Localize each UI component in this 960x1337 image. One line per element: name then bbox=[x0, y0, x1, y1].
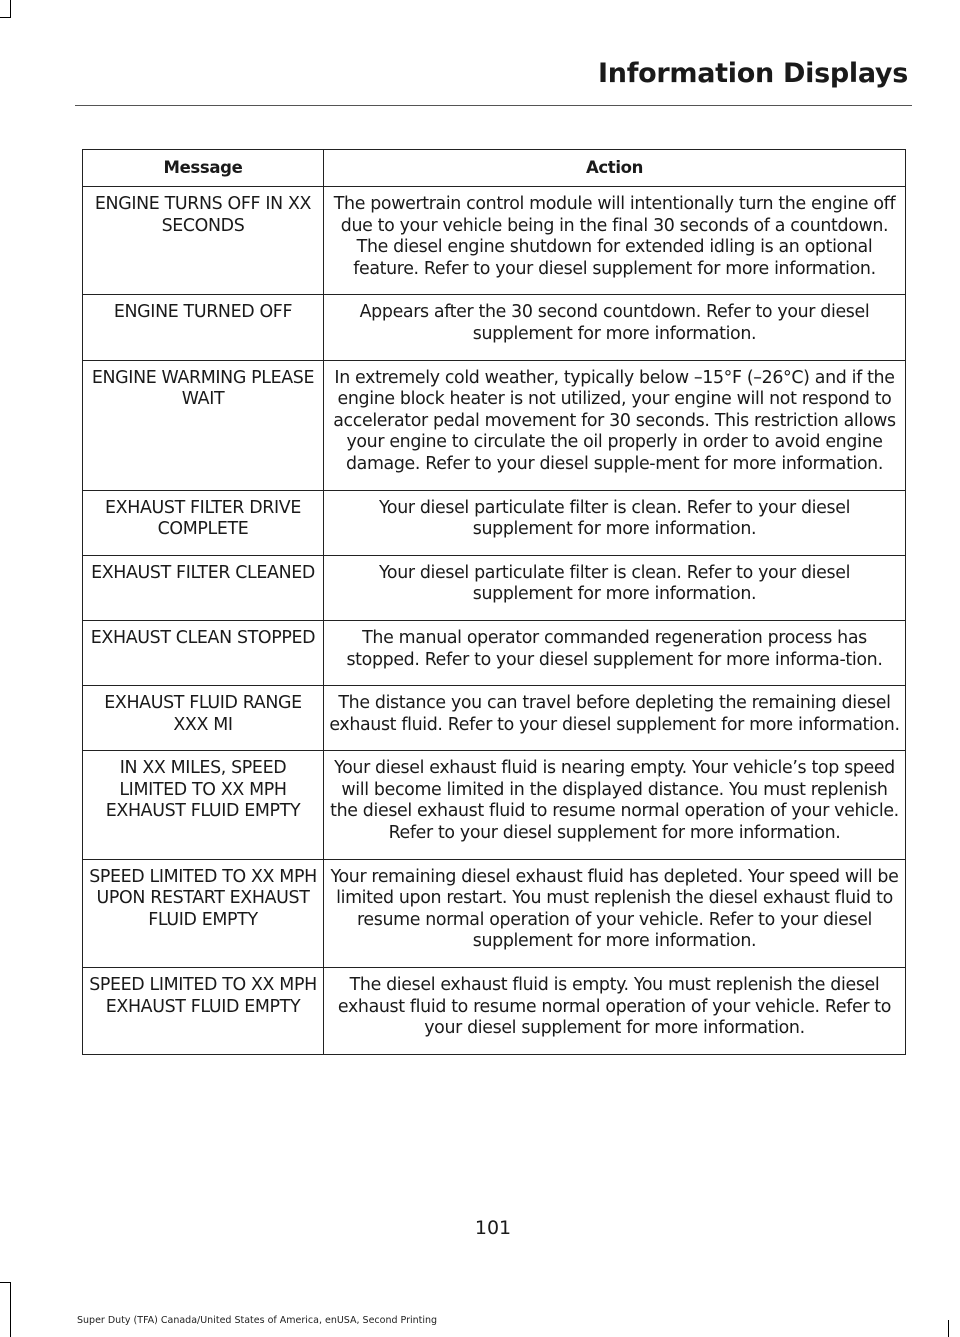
message-cell: ENGINE TURNS OFF IN XX SECONDS bbox=[83, 187, 324, 295]
page-number: 101 bbox=[474, 1217, 512, 1239]
message-cell: SPEED LIMITED TO XX MPH UPON RESTART EXHAUST FLUID EMPTY bbox=[83, 859, 324, 967]
column-header-message: Message bbox=[83, 150, 324, 187]
action-cell: The distance you can travel before depleting the remaining diesel exhaust fluid. Refer to your diesel supplement for more information. bbox=[324, 686, 906, 751]
table-row bbox=[83, 968, 906, 1055]
table-row bbox=[83, 555, 906, 620]
action-cell: Your diesel particulate filter is clean. Refer to your diesel supplement for more information. bbox=[324, 555, 906, 620]
table-row bbox=[83, 295, 906, 360]
table-row bbox=[83, 859, 906, 967]
action-cell: In extremely cold weather, typically below –15°F (–26°C) and if the engine block heater is not utilized, your engine will not respond to accelerator pedal movement for 30 seconds. This restriction allows your engine to circulate the oil properly in order to avoid engine damage. Refer to your diesel supple-ment for more information. bbox=[324, 360, 906, 490]
column-header-action: Action bbox=[324, 150, 906, 187]
table-row bbox=[83, 360, 906, 490]
action-cell: Your diesel particulate filter is clean. Refer to your diesel supplement for more information. bbox=[324, 490, 906, 555]
action-cell: The powertrain control module will intentionally turn the engine off due to your vehicle being in the final 30 seconds of a countdown. The diesel engine shutdown for extended idling is an optional feature. Refer to your diesel supplement for more information. bbox=[324, 187, 906, 295]
message-cell: IN XX MILES, SPEED LIMITED TO XX MPH EXHAUST FLUID EMPTY bbox=[83, 751, 324, 859]
message-cell: ENGINE WARMING PLEASE WAIT bbox=[83, 360, 324, 490]
header-divider bbox=[75, 105, 912, 106]
action-cell: Appears after the 30 second countdown. Refer to your diesel supplement for more information. bbox=[324, 295, 906, 360]
message-cell: EXHAUST FILTER CLEANED bbox=[83, 555, 324, 620]
message-cell: ENGINE TURNED OFF bbox=[83, 295, 324, 360]
crop-mark bbox=[0, 17, 11, 18]
crop-mark bbox=[10, 0, 11, 18]
table-row bbox=[83, 751, 906, 859]
table-row bbox=[83, 187, 906, 295]
table-row bbox=[83, 686, 906, 751]
crop-mark bbox=[0, 1282, 11, 1283]
message-table bbox=[82, 149, 906, 1055]
action-cell: Your diesel exhaust fluid is nearing empty. Your vehicle’s top speed will become limited in the displayed distance. You must replenish the diesel exhaust fluid to resume normal operation of your vehicle. Refer to your diesel supplement for more information. bbox=[324, 751, 906, 859]
message-cell: EXHAUST FLUID RANGE XXX MI bbox=[83, 686, 324, 751]
action-cell: The diesel exhaust fluid is empty. You must replenish the diesel exhaust fluid to resume normal operation of your vehicle. Refer to your diesel supplement for more information. bbox=[324, 968, 906, 1055]
table-row bbox=[83, 490, 906, 555]
message-cell: EXHAUST CLEAN STOPPED bbox=[83, 620, 324, 685]
footer-text: Super Duty (TFA) Canada/United States of America, enUSA, Second Printing bbox=[77, 1315, 438, 1326]
crop-mark bbox=[10, 1282, 11, 1337]
message-cell: SPEED LIMITED TO XX MPH EXHAUST FLUID EMPTY bbox=[83, 968, 324, 1055]
crop-mark bbox=[948, 1320, 949, 1337]
section-title: Information Displays bbox=[598, 58, 908, 89]
action-cell: Your remaining diesel exhaust fluid has depleted. Your speed will be limited upon restart. You must replenish the diesel exhaust fluid to resume normal operation of your vehicle. Refer to your diesel supplement for more information. bbox=[324, 859, 906, 967]
message-cell: EXHAUST FILTER DRIVE COMPLETE bbox=[83, 490, 324, 555]
table-header-row bbox=[83, 150, 906, 187]
action-cell: The manual operator commanded regeneration process has stopped. Refer to your diesel supplement for more informa-tion. bbox=[324, 620, 906, 685]
table-row bbox=[83, 620, 906, 685]
